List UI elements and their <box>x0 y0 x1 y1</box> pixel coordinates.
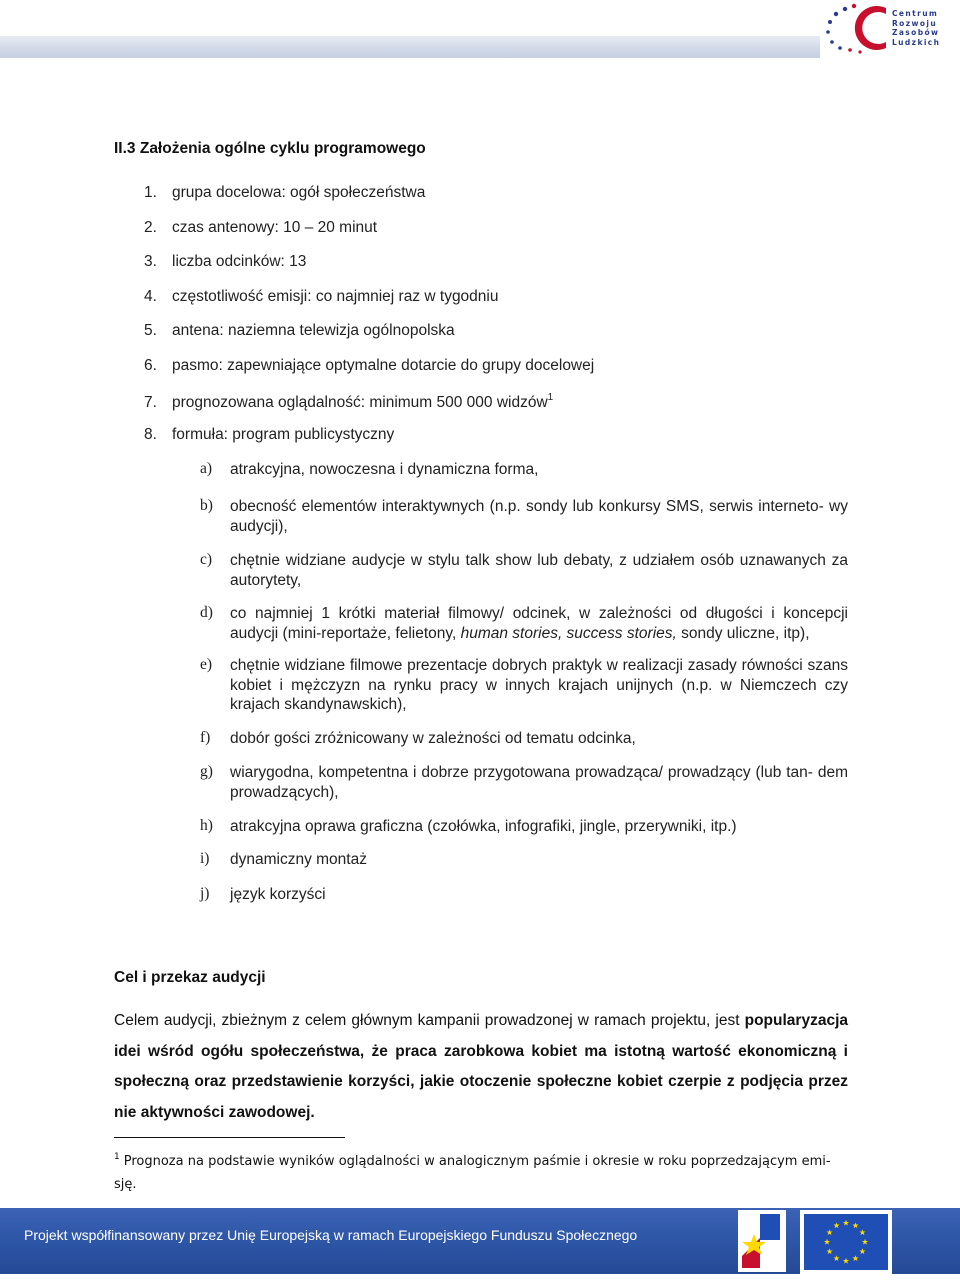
sub-list-label: d) <box>200 604 213 621</box>
list-text: czas antenowy: 10 – 20 minut <box>172 219 378 236</box>
list-item <box>144 426 394 444</box>
sub-list-label: i) <box>200 850 210 867</box>
logo-line: Ludzkich <box>892 37 941 47</box>
goal-text-bold: popularyzacja idei wśród ogółu społeczeństwa, że praca zarobkowa kobiet ma istotną wartość ekonomiczną i społeczną oraz przedstawienie korzyści, jakie otoczenie społeczne kobiet czerpie z podjęcia przez nie aktywności zawodowej. <box>114 1012 848 1121</box>
sub-list-text: obecność elementów interaktywnych (n.p. sondy lub konkursy SMS, serwis interneto- wy audycji), <box>230 498 848 535</box>
list-text: pasmo: zapewniające optymalne dotarcie do grupy docelowej <box>172 357 595 374</box>
sub-list-text-italic: human stories, success stories, <box>460 624 677 642</box>
list-item <box>144 253 306 271</box>
footnote-ref: 1 <box>547 392 554 403</box>
list-number: 4. <box>144 288 157 305</box>
header-band <box>0 36 820 58</box>
list-number: 7. <box>144 394 157 411</box>
sub-list-label: j) <box>200 885 210 902</box>
sub-list-text: język korzyści <box>230 886 326 903</box>
list-item <box>144 357 594 375</box>
list-number: 8. <box>144 426 157 443</box>
list-text: liczba odcinków: 13 <box>172 253 307 270</box>
list-number: 5. <box>144 322 157 339</box>
sub-list-text: atrakcyjna, nowoczesna i dynamiczna forma, <box>230 461 539 478</box>
list-text: prognozowana oglądalność: minimum 500 000 widzów <box>172 394 548 411</box>
sub-list-text: dynamiczny montaż <box>230 851 367 868</box>
logo-line: Centrum <box>892 9 939 18</box>
sub-list-text: chętnie widziane audycje w stylu talk show lub debaty, z udziałem osób uznawanych za autorytety, <box>230 552 848 589</box>
list-text: grupa docelowa: ogół społeczeństwa <box>172 184 426 201</box>
goal-heading: Cel i przekaz audycji <box>114 969 266 986</box>
sub-list-label: g) <box>200 763 213 780</box>
logo-c-mark <box>855 6 886 50</box>
kapital-ludzki-logo <box>738 1210 786 1272</box>
sub-list-label: a) <box>200 460 213 477</box>
eu-flag <box>800 1210 892 1274</box>
section-heading: II.3 Założenia ogólne cyklu programowego <box>114 140 426 157</box>
list-item <box>144 288 498 306</box>
list-number: 2. <box>144 219 157 236</box>
sub-list-label: b) <box>200 497 213 514</box>
logo-line: Rozwoju <box>892 18 938 28</box>
sub-list-label: h) <box>200 817 213 834</box>
sub-list-text-part: co najmniej 1 krótki materiał filmowy/ odcinek, w zależności od długości i koncepcji audycji (mini-reportaże, felietony, <box>230 605 848 642</box>
list-number: 1. <box>144 184 157 201</box>
list-text: antena: naziemna telewizja ogólnopolska <box>172 322 455 339</box>
footnote <box>114 1146 844 1196</box>
logo-line: Zasobów <box>892 28 940 37</box>
sub-list-text: dobór gości zróżnicowany w zależności od tematu odcinka, <box>230 730 636 747</box>
sub-list-text: wiarygodna, kompetentna i dobrze przygotowana prowadząca/ prowadzący (lub tan- dem prowadzących), <box>230 764 848 801</box>
logo-wordmark <box>892 9 958 47</box>
sub-list-text: chętnie widziane filmowe prezentacje dobrych praktyk w realizacji zasady równości szans kobiet i mężczyzn na rynku pracy w innych krajach unijnych (n.p. w Niemczech czy krajach skandynawskich), <box>230 657 848 713</box>
sub-list-text <box>230 604 848 643</box>
sub-list-label: e) <box>200 656 213 673</box>
list-item <box>144 392 553 412</box>
list-item <box>144 219 377 237</box>
goal-text-plain: Celem audycji, zbieżnym z celem głównym kampanii prowadzonej w ramach projektu, jest <box>114 1012 745 1029</box>
list-number: 6. <box>144 357 157 374</box>
footnote-text: Prognoza na podstawie wyników oglądalności w analogicznym paśmie i okresie w roku poprzedzającym emi- sję. <box>114 1154 831 1192</box>
list-number: 3. <box>144 253 157 270</box>
footnote-divider <box>114 1137 345 1138</box>
footnote-number: 1 <box>114 1152 120 1162</box>
list-text: formuła: program publicystyczny <box>172 426 395 443</box>
sub-list-label: c) <box>200 551 213 568</box>
list-item <box>144 322 455 340</box>
logo-star-ring <box>826 7 847 50</box>
sub-list-text-part: sondy uliczne, itp), <box>676 624 810 642</box>
footer-text: Projekt współfinansowany przez Unię Europejską w ramach Europejskiego Funduszu Społecznego <box>24 1227 638 1243</box>
sub-list-label: f) <box>200 729 211 746</box>
goal-paragraph <box>114 1006 848 1128</box>
list-text: częstotliwość emisji: co najmniej raz w tygodniu <box>172 288 499 305</box>
sub-list-text: atrakcyjna oprawa graficzna (czołówka, infografiki, jingle, przerywniki, itp.) <box>230 818 737 835</box>
list-item <box>144 184 425 202</box>
